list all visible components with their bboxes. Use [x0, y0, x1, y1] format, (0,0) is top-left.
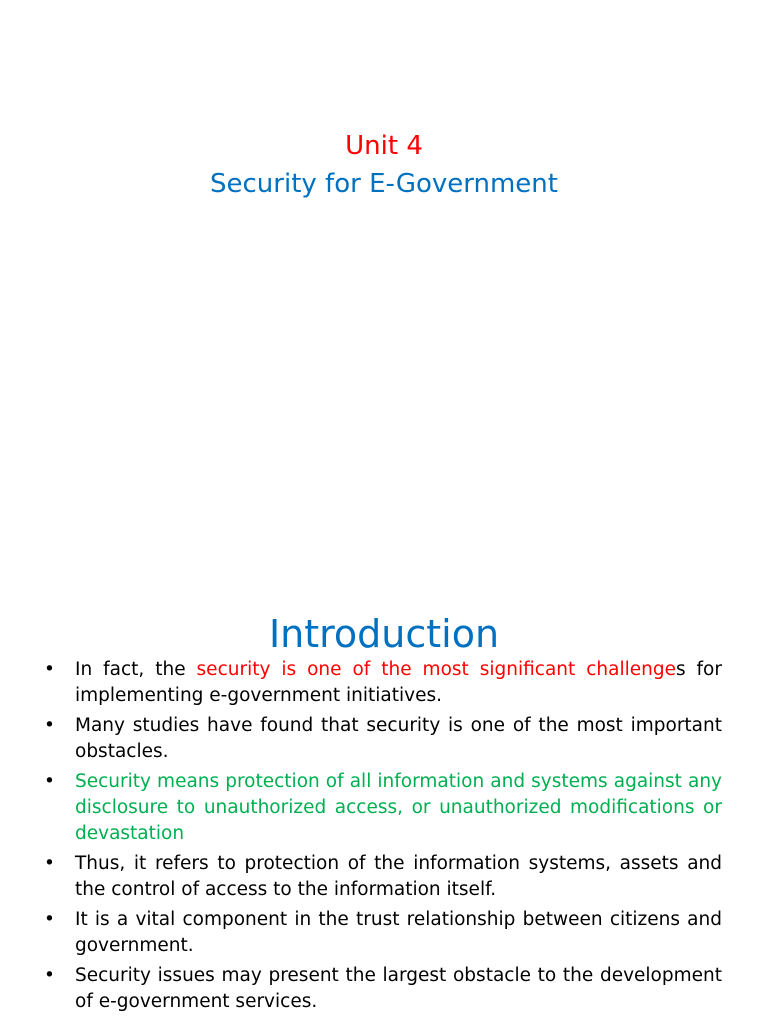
bullet-text: Security issues may present the largest obstacle to the development of e-government services. — [75, 965, 722, 1012]
bullet-list — [0, 657, 768, 1019]
unit-title: Unit 4 — [345, 131, 423, 161]
bullet-text: Many studies have found that security is one of the most important obstacles. — [75, 715, 722, 762]
bullet-item-definition — [75, 769, 722, 847]
bullet-text: Thus, it refers to protection of the information systems, assets and the control of access to the information itself. — [75, 853, 722, 900]
highlighted-text: security is one of the most significant challenge — [196, 659, 676, 680]
bullet-item — [75, 907, 722, 959]
introduction-heading: Introduction — [268, 612, 500, 656]
introduction-slide — [0, 576, 768, 1024]
bullet-item — [75, 713, 722, 765]
bullet-item — [75, 851, 722, 903]
bullet-text: s for implementing e-government initiatives. — [75, 659, 722, 706]
bullet-item — [75, 963, 722, 1015]
slide-subtitle: Security for E-Government — [210, 169, 558, 199]
bullet-item — [75, 657, 722, 709]
bullet-text: In fact, the — [75, 659, 197, 680]
bullet-text: Security means protection of all information and systems against any disclosure to unauthorized access, or unauthorized modifications or devastation — [75, 771, 722, 844]
bullet-text: It is a vital component in the trust relationship between citizens and government. — [75, 909, 722, 956]
